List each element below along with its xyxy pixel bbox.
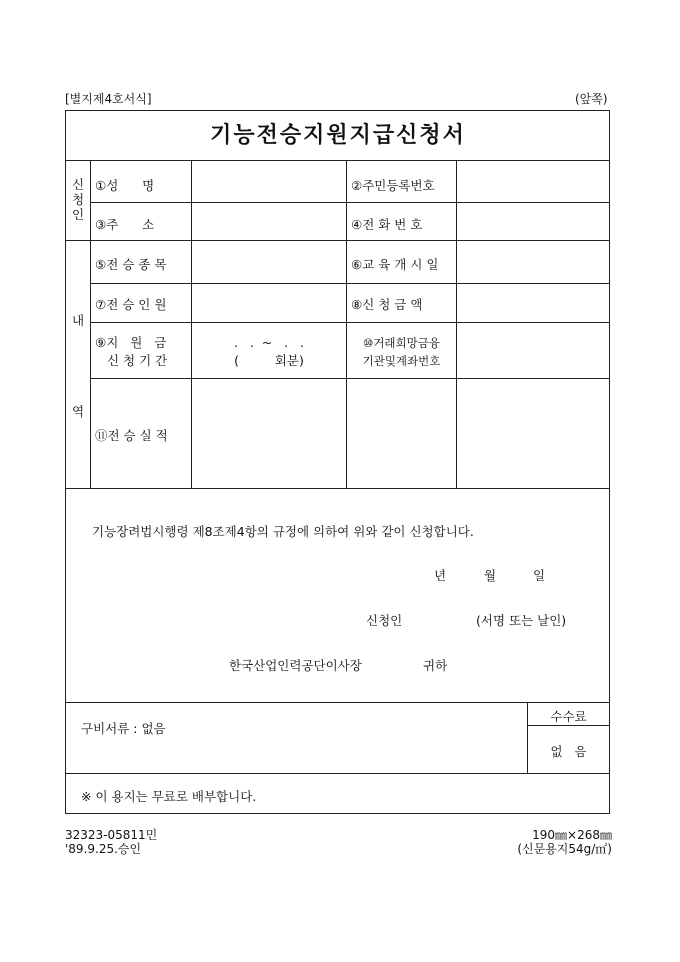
- date-year: 년: [434, 568, 447, 583]
- fee-divider: [527, 725, 610, 726]
- details-section-label-top: 내: [71, 313, 85, 328]
- title-divider: [65, 160, 610, 161]
- section-divider: [65, 240, 610, 241]
- address-field[interactable]: [193, 204, 345, 239]
- column-divider: [191, 160, 192, 488]
- amount-label: ⑧신 청 금 액: [351, 297, 423, 312]
- period-field[interactable]: . . ~ . . ( 회분): [233, 335, 305, 368]
- details-section-label-bottom: 역: [71, 404, 85, 419]
- address-label: ③주 소: [95, 217, 155, 232]
- item-field[interactable]: [193, 242, 345, 282]
- row-divider: [90, 202, 610, 203]
- name-field[interactable]: [193, 163, 345, 201]
- section-divider: [65, 488, 610, 489]
- date-day: 일: [533, 568, 546, 583]
- section-divider: [65, 702, 610, 703]
- free-notice: ※ 이 용지는 무료로 배부합니다.: [81, 789, 257, 804]
- row-divider: [90, 378, 610, 379]
- row-divider: [90, 322, 610, 323]
- rrn-field[interactable]: [458, 163, 608, 201]
- recipient: 한국산업인력공단이사장: [229, 658, 362, 673]
- form-number: [별지제4호서식]: [65, 92, 152, 106]
- amount-field[interactable]: [458, 285, 608, 321]
- phone-label: ④전 화 번 호: [351, 217, 423, 232]
- form-title: 기능전승지원지급신청서: [210, 122, 466, 148]
- record-field[interactable]: [193, 380, 605, 486]
- page-side-label: (앞쪽): [575, 92, 608, 106]
- start-date-label: ⑥교 육 개 시 일: [351, 257, 439, 272]
- sign-or-seal: (서명 또는 날인): [476, 613, 567, 628]
- fee-label: 수수료: [550, 709, 587, 724]
- item-label: ⑤전 승 종 목: [95, 257, 167, 272]
- row-divider: [90, 283, 610, 284]
- paper-spec: 190㎜×268㎜ (신문용지54g/㎡): [517, 828, 612, 856]
- fee-value: 없 음: [550, 744, 587, 759]
- rrn-label: ②주민등록번호: [351, 178, 435, 193]
- column-divider: [90, 160, 91, 488]
- declaration-text: 기능장려법시행령 제8조제4항의 규정에 의하여 위와 같이 신청합니다.: [92, 524, 474, 539]
- name-label: ①성 명: [95, 178, 155, 193]
- form-code: 32323-05811민 '89.9.25.승인: [65, 828, 158, 856]
- applicant-section-label: 신 청 인: [71, 177, 85, 222]
- honorific: 귀하: [423, 658, 448, 673]
- persons-label: ⑦전 승 인 원: [95, 297, 167, 312]
- start-date-field[interactable]: [458, 242, 608, 282]
- phone-field[interactable]: [458, 204, 608, 239]
- notice-divider: [65, 773, 610, 774]
- date-month: 월: [484, 568, 497, 583]
- record-label: ⑪전 승 실 적: [95, 428, 168, 443]
- persons-field[interactable]: [193, 285, 345, 321]
- required-documents: 구비서류 : 없음: [81, 721, 166, 736]
- period-label: ⑨지 원 금 신 청 기 간: [95, 335, 168, 368]
- bank-label: ⑩거래희망금융 기관및계좌번호: [362, 336, 441, 368]
- applicant-sign-label: 신청인: [366, 613, 403, 628]
- bank-field[interactable]: [458, 324, 608, 377]
